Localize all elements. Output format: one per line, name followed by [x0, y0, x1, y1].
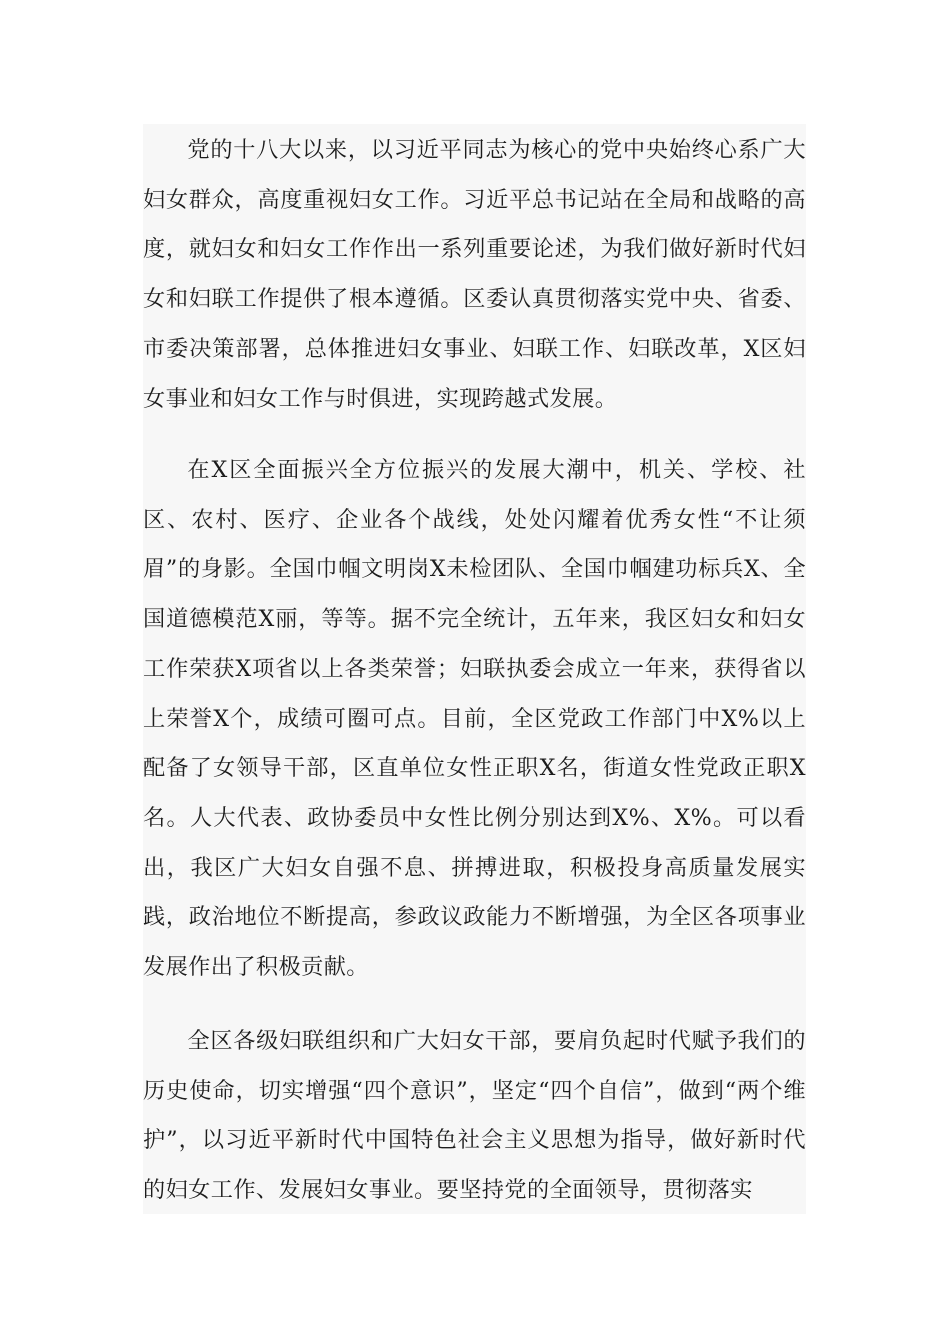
paragraph-1: 党的十八大以来，以习近平同志为核心的党中央始终心系广大妇女群众，高度重视妇女工作。习近平总书记站在全局和战略的高度，就妇女和妇女工作作出一系列重要论述，为我们做好新时代妇女和妇联工作提供了根本遵循。区委认真贯彻落实党中央、省委、市委决策部署，总体推进妇女事业、妇联工作、妇联改革，X区妇女事业和妇女工作与时俱进，实现跨越式发展。: [143, 137, 806, 412]
document-body: [143, 124, 806, 1214]
paragraph-2: 在X区全面振兴全方位振兴的发展大潮中，机关、学校、社区、农村、医疗、企业各个战线，处处闪耀着优秀女性“不让须眉”的身影。全国巾帼文明岗X未检团队、全国巾帼建功标兵X、全国道德模范X丽，等等。据不完全统计，五年来，我区妇女和妇女工作荣获X项省以上各类荣誉；妇联执委会成立一年来，获得省以上荣誉X个，成绩可圈可点。目前，全区党政工作部门中X%以上配备了女领导干部，区直单位女性正职X名，街道女性党政正职X名。人大代表、政协委员中女性比例分别达到X%、X%。可以看出，我区广大妇女自强不息、拼搏进取，积极投身高质量发展实践，政治地位不断提高，参政议政能力不断增强，为全区各项事业发展作出了积极贡献。: [143, 457, 806, 981]
paragraph-3: 全区各级妇联组织和广大妇女干部，要肩负起时代赋予我们的历史使命，切实增强“四个意识”，坚定“四个自信”，做到“两个维护”，以习近平新时代中国特色社会主义思想为指导，做好新时代的妇女工作、发展妇女事业。要坚持党的全面领导，贯彻落实: [143, 1028, 806, 1204]
